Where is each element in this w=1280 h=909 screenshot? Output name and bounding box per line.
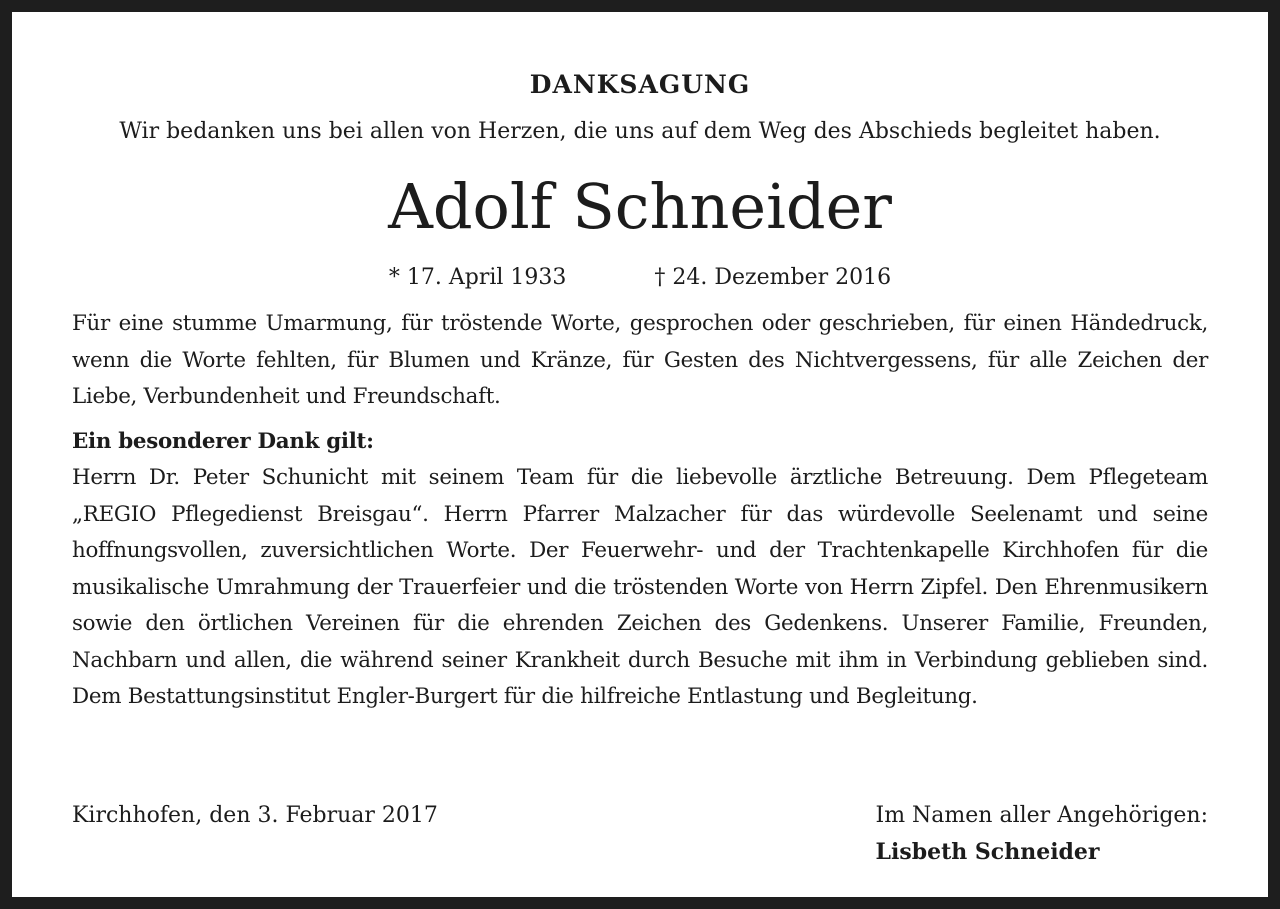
special-thanks-text: Herrn Dr. Peter Schunicht mit seinem Team für die liebevolle ärztliche Betreuung. Dem Pflegeteam „REGIO Pflegedienst Breisgau“. Herrn Pfarrer Malzacher für das würdevolle Seelenamt und seine hoffnungsvollen, zuversichtlichen Worte. Der Feuerwehr- und der Trachtenkapelle Kirchhofen für die musikalische Umrahmung der Trauerfeier und die tröstenden Worte von Herrn Zipfel. Den Ehrenmusikern sowie den örtlichen Vereinen für die ehrenden Zeichen des Gedenkens. Unserer Familie, Freunden, Nachbarn und allen, die während seiner Krankheit durch Besuche mit ihm in Verbindung geblieben sind. Dem Bestattungsinstitut Engler-Burgert für die hilfreiche Entlastung und Begleitung.: [72, 465, 1208, 709]
signature-block: [876, 798, 1208, 870]
birth-date: * 17. April 1933: [388, 265, 567, 290]
death-date: † 24. Dezember 2016: [654, 265, 892, 290]
place-date: Kirchhofen, den 3. Februar 2017: [72, 803, 438, 828]
special-thanks-section: [72, 424, 1208, 716]
signer-name: Lisbeth Schneider: [875, 839, 1100, 865]
notice-heading: DANKSAGUNG: [529, 70, 751, 99]
deceased-name: Adolf Schneider: [388, 170, 892, 243]
life-dates: [72, 262, 1208, 294]
on-behalf-text: Im Namen aller Angehörigen:: [875, 803, 1208, 828]
intro-text: Wir bedanken uns bei allen von Herzen, die uns auf dem Weg des Abschieds begleitet haben.: [119, 119, 1161, 144]
special-thanks-title: Ein besonderer Dank gilt:: [72, 428, 374, 454]
notice-content: [72, 66, 1208, 716]
thanks-paragraph: Für eine stumme Umarmung, für tröstende Worte, gesprochen oder geschrieben, für einen Händedruck, wenn die Worte fehlten, für Blumen und Kränze, für Gesten des Nichtvergessens, für alle Zeichen der Liebe, Verbundenheit und Freundschaft.: [72, 311, 1208, 409]
